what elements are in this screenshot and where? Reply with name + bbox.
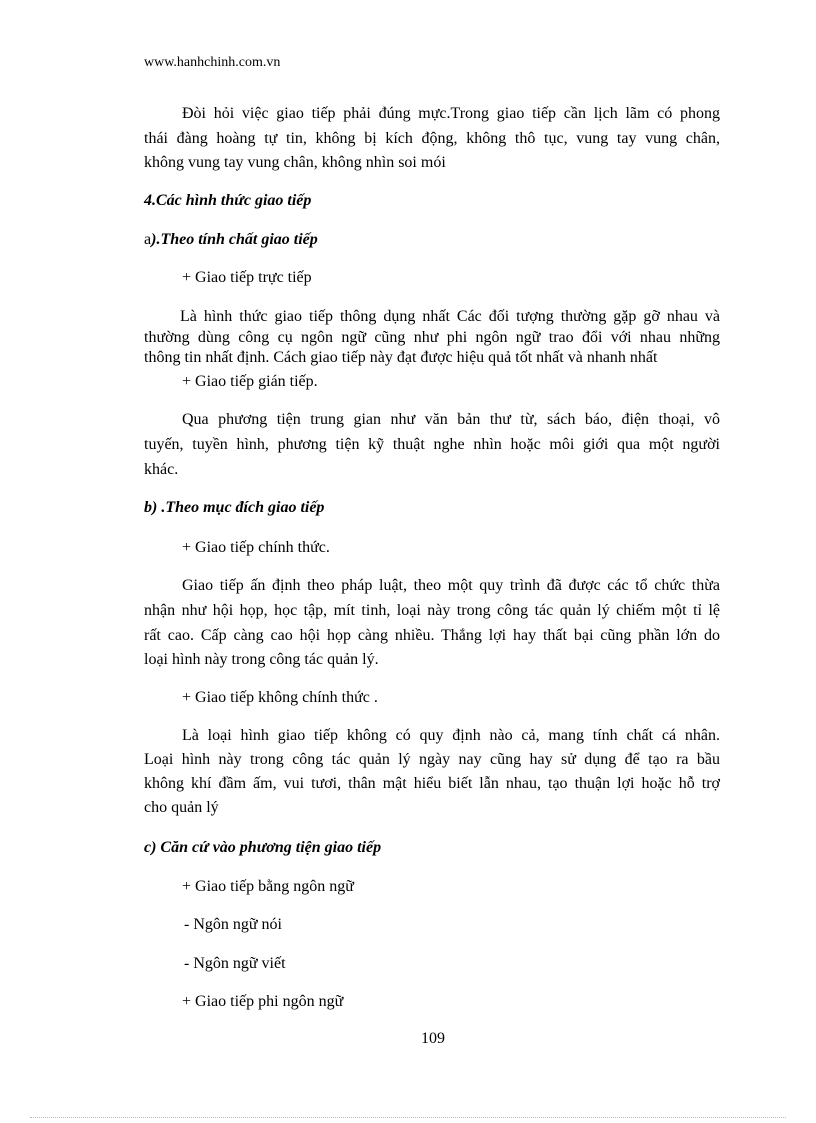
subsection-heading: c) Căn cứ vào phương tiện giao tiếp: [144, 839, 382, 856]
paragraph-line: rất cao. Cấp càng cao hội họp càng nhiều. Thắng lợi hay thất bại cũng phần lớn do: [144, 627, 720, 644]
list-item: + Giao tiếp bằng ngôn ngữ: [182, 878, 354, 895]
page-bottom-divider: [30, 1117, 786, 1118]
subsection-heading: [144, 230, 318, 250]
list-item: + Giao tiếp không chính thức .: [182, 689, 378, 706]
paragraph-line: thông tin nhất định. Cách giao tiếp này đạt được hiệu quả tốt nhất và nhanh nhất: [144, 349, 658, 366]
page-number: 109: [421, 1030, 445, 1047]
paragraph-line: Là hình thức giao tiếp thông dụng nhất Các đối tượng thường gặp gỡ nhau và: [180, 308, 720, 325]
paragraph-line: thường dùng công cụ ngôn ngữ cũng như phi ngôn ngữ trao đổi với nhau những: [144, 329, 720, 346]
list-item: + Giao tiếp chính thức.: [182, 539, 330, 556]
paragraph-line: tuyến, tuyền hình, phương tiện kỹ thuật nghe nhìn hoặc môi giới qua một người: [144, 436, 720, 453]
paragraph-line: không vung tay vung chân, không nhìn soi mói: [144, 154, 446, 171]
subsection-title: ).Theo tính chất giao tiếp: [151, 231, 318, 248]
subsection-heading: b) .Theo mục đích giao tiếp: [144, 499, 325, 516]
paragraph-line: Qua phương tiện trung gian như văn bản thư từ, sách báo, điện thoại, vô: [182, 411, 720, 428]
paragraph-line: thái đàng hoàng tự tin, không bị kích động, không thô tục, vung tay vung chân,: [144, 130, 720, 147]
section-heading: 4.Các hình thức giao tiếp: [144, 192, 312, 209]
paragraph-line: Giao tiếp ấn định theo pháp luật, theo một quy trình đã được các tổ chức thừa: [182, 577, 720, 594]
subsection-prefix: a: [144, 231, 152, 248]
sub-list-item: - Ngôn ngữ viết: [184, 955, 286, 972]
paragraph-line: cho quản lý: [144, 799, 219, 816]
paragraph-line: nhận như hội họp, học tập, mít tinh, loại này trong công tác quản lý chiếm một tỉ lệ: [144, 602, 720, 619]
sub-list-item: - Ngôn ngữ nói: [184, 916, 282, 933]
paragraph-line: Loại hình này trong công tác quản lý ngày nay cũng hay sử dụng để tạo ra bầu: [144, 751, 720, 768]
paragraph-line: Là loại hình giao tiếp không có quy định nào cả, mang tính chất cá nhân.: [182, 727, 720, 744]
paragraph-line: khác.: [144, 461, 179, 478]
paragraph-line: không khí đầm ấm, vui tươi, thân mật hiểu biết lẫn nhau, tạo thuận lợi hoặc hỗ trợ: [144, 775, 720, 792]
list-item: + Giao tiếp gián tiếp.: [182, 373, 318, 390]
header-url: www.hanhchinh.com.vn: [144, 55, 281, 70]
paragraph-line: loại hình này trong công tác quản lý.: [144, 651, 379, 668]
list-item: + Giao tiếp phi ngôn ngữ: [182, 993, 344, 1010]
list-item: + Giao tiếp trực tiếp: [182, 269, 312, 286]
paragraph-line: Đòi hỏi việc giao tiếp phải đúng mực.Trong giao tiếp cần lịch lãm có phong: [182, 105, 720, 122]
